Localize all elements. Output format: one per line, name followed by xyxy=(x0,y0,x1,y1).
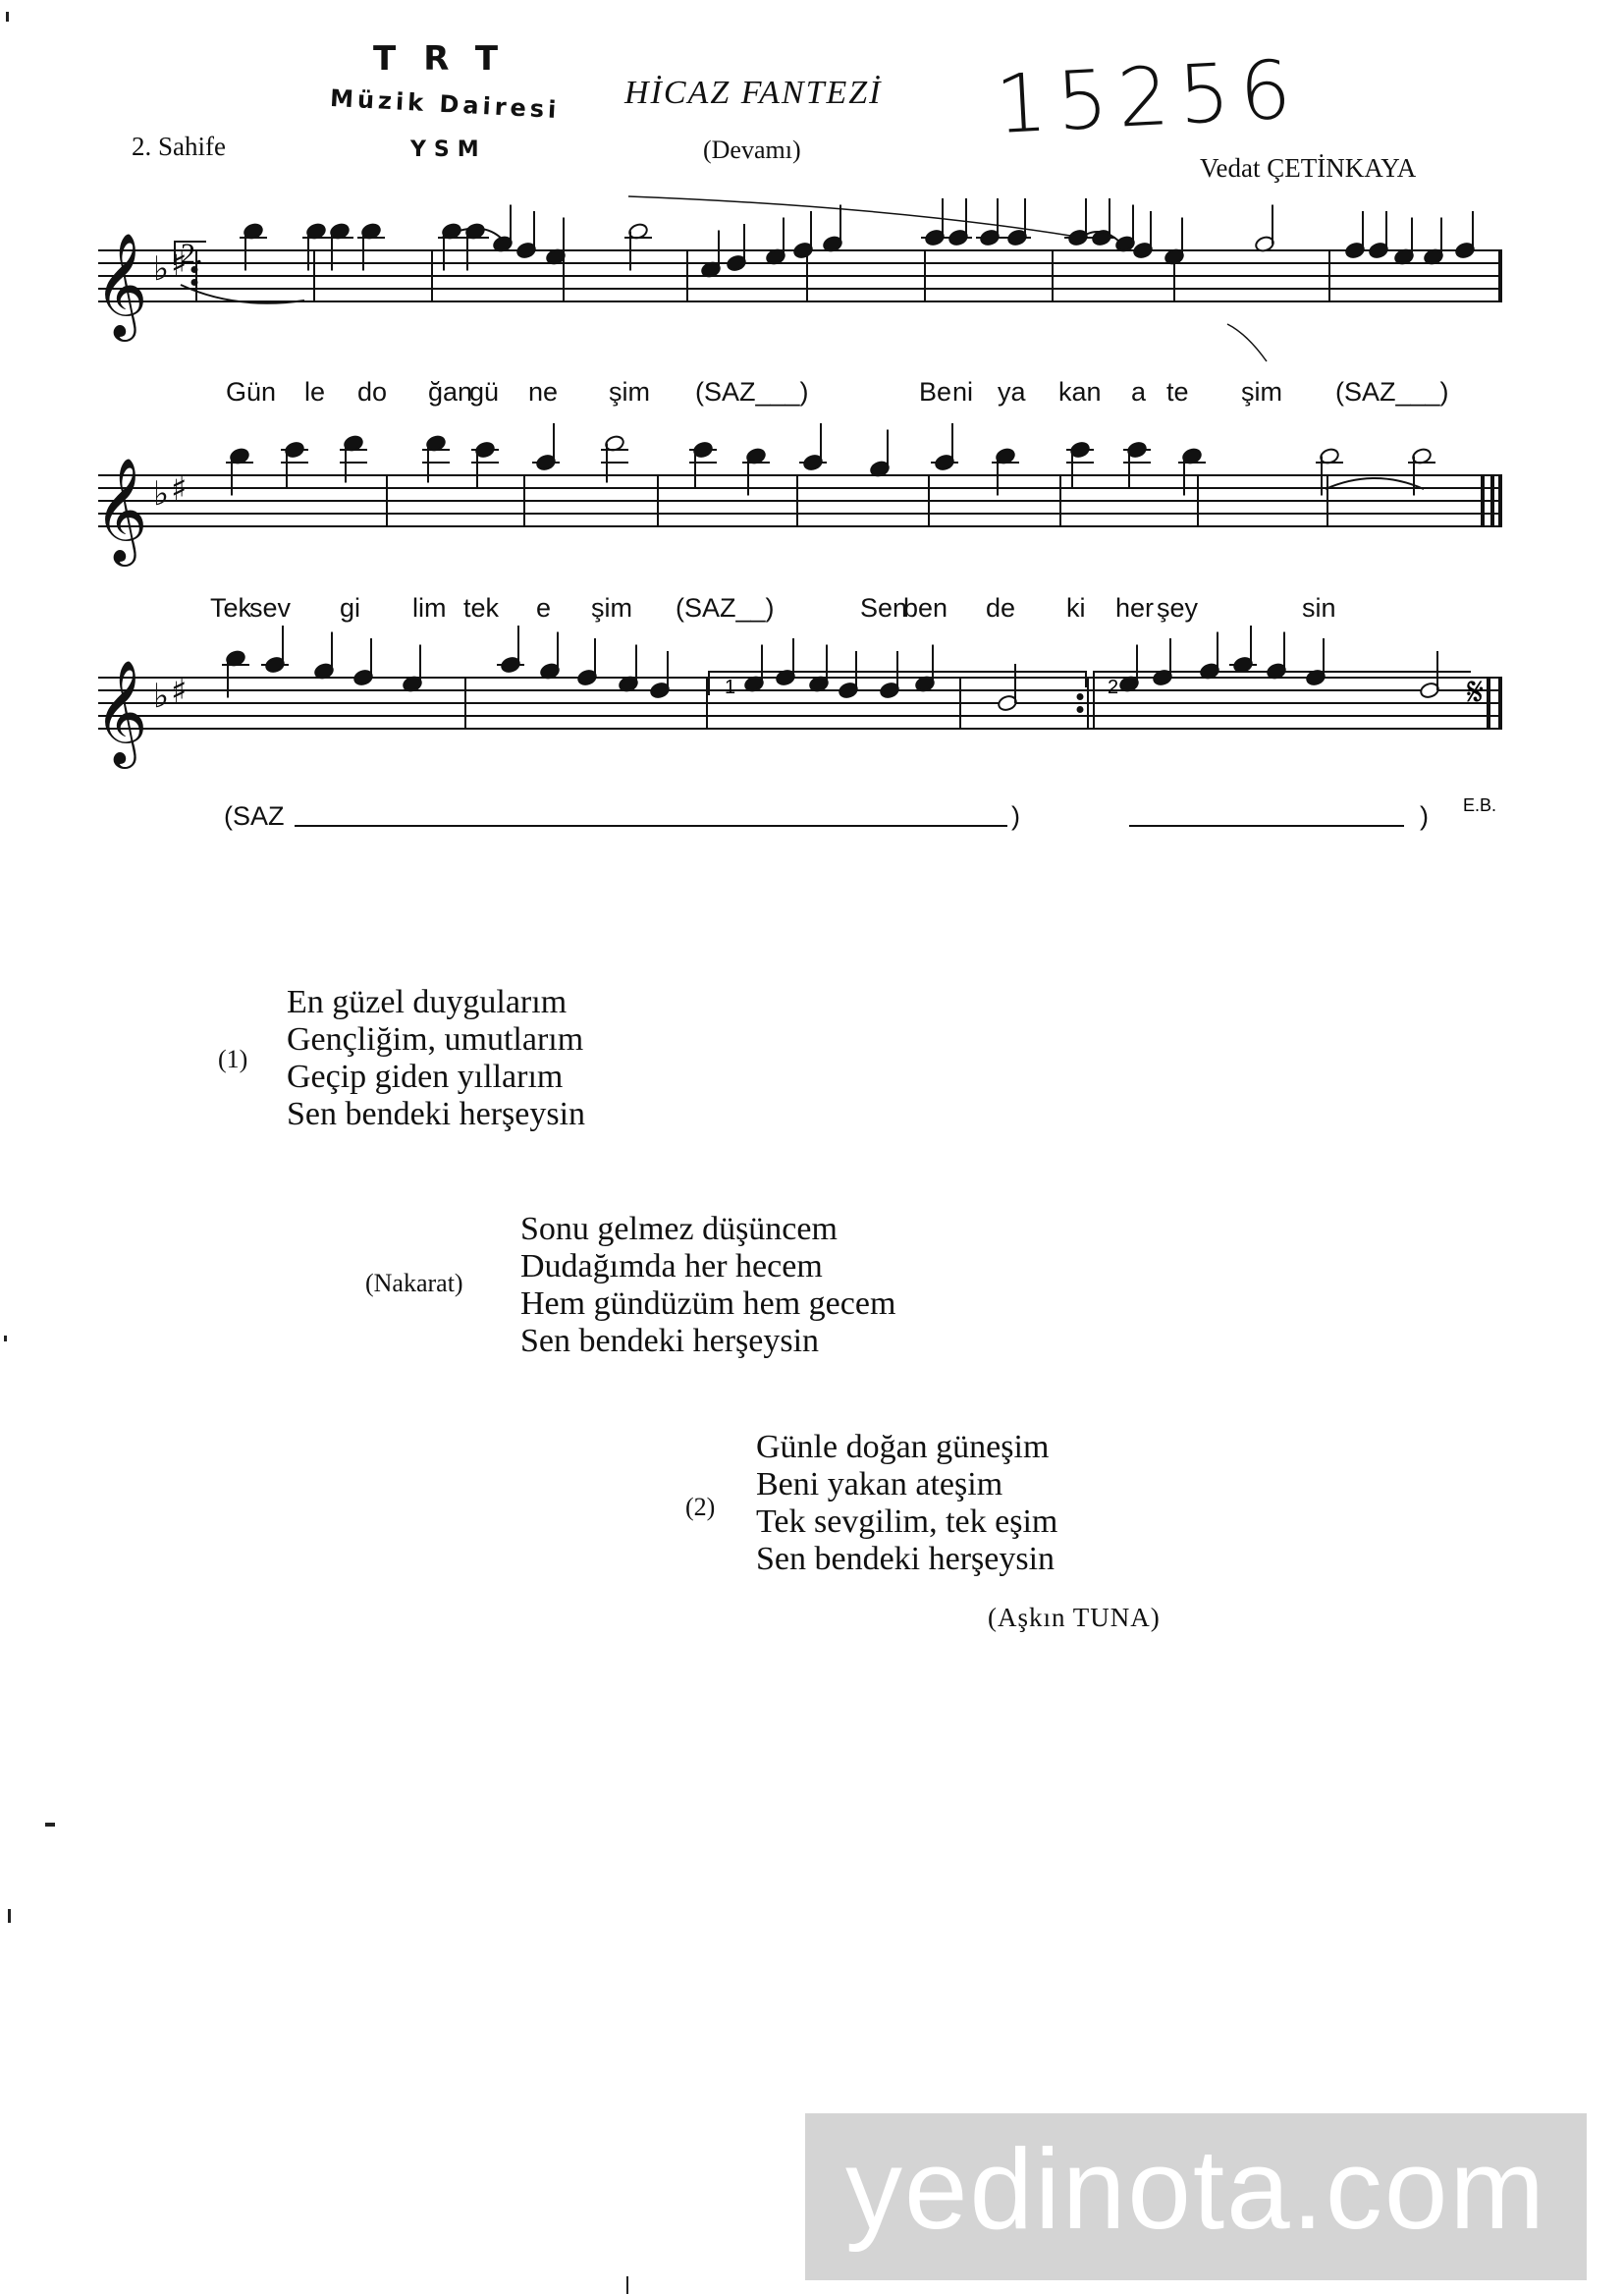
lyric-syllable: kan xyxy=(1058,377,1102,407)
verse-2 xyxy=(756,1429,1057,1578)
scan-speck xyxy=(45,1823,55,1827)
verse-line: Tek sevgilim, tek eşim xyxy=(756,1503,1058,1540)
lyric-syllable: gi xyxy=(340,593,361,623)
song-subtitle: (Devamı) xyxy=(703,136,801,164)
saz-line xyxy=(1129,825,1404,827)
segno-icon xyxy=(1467,670,1484,715)
verse-1 xyxy=(287,984,585,1133)
repeat-dot xyxy=(1077,707,1083,713)
verse-2-label: (2) xyxy=(685,1493,716,1521)
page-label: 2. Sahife xyxy=(132,132,226,161)
lyric-syllable: do xyxy=(357,377,388,407)
watermark-banner xyxy=(805,2113,1587,2280)
lyric-syllable: Sen xyxy=(860,593,908,623)
lyric-syllable: sin xyxy=(1302,593,1336,623)
verse-line: Sen bendeki herşeysin xyxy=(287,1096,586,1132)
verse-line: Gençliğim, umutlarım xyxy=(287,1021,584,1058)
repeat-dot xyxy=(191,280,197,286)
poet-name: (Aşkın TUNA) xyxy=(988,1603,1161,1632)
lyric-syllable: e xyxy=(536,593,552,623)
lyric-syllable: ) xyxy=(1420,801,1429,831)
flat-icon: ♭ xyxy=(153,249,170,289)
music-score xyxy=(0,0,1624,884)
verse-line: Sen bendeki herşeysin xyxy=(520,1323,820,1359)
repeat-dot xyxy=(1077,694,1083,700)
lyric-syllable: te xyxy=(1166,377,1189,407)
lyric-syllable: şim xyxy=(591,593,632,623)
svg-text:𝄋: 𝄋 xyxy=(1467,670,1485,715)
sharp-icon: ♯ xyxy=(171,245,188,284)
lyric-syllable: sev xyxy=(249,593,292,623)
flat-icon: ♭ xyxy=(153,677,170,716)
scan-speck xyxy=(626,2276,628,2294)
watermark-text: yedinota.com xyxy=(845,2125,1546,2253)
verse-line: En güzel duygularım xyxy=(287,984,568,1020)
flat-icon: ♭ xyxy=(153,474,170,514)
lyric-syllable: (SAZ__) xyxy=(676,593,775,623)
saz-line xyxy=(295,825,1007,827)
lyric-syllable: şim xyxy=(609,377,650,407)
verse-line: Dudağımda her hecem xyxy=(520,1248,823,1284)
scan-speck xyxy=(4,1336,7,1341)
volta-2-label: 2. xyxy=(181,238,203,270)
verse-line: Sen bendeki herşeysin xyxy=(756,1541,1056,1577)
lyric-syllable: de xyxy=(986,593,1016,623)
verse-1-label: (1) xyxy=(218,1045,248,1073)
lyric-syllable: (SAZ___) xyxy=(695,377,809,407)
scan-speck xyxy=(8,1909,11,1923)
catalog-number: 15256 xyxy=(993,42,1304,153)
verse-line: Sonu gelmez düşüncem xyxy=(520,1211,838,1247)
lyric-syllable: le xyxy=(304,377,326,407)
score-initials: E.B. xyxy=(1463,795,1497,815)
lyric-syllable: her xyxy=(1115,593,1155,623)
lyric-syllable: ni xyxy=(952,377,974,407)
lyric-syllable: ) xyxy=(1011,801,1020,831)
stamp-ysm: YSM xyxy=(410,137,487,162)
lyric-syllable: ki xyxy=(1066,593,1086,623)
lyric-syllable: (SAZ xyxy=(224,801,285,831)
ending-1-label: 1 xyxy=(725,677,736,698)
lyric-syllable: ne xyxy=(528,377,559,407)
verse-chorus-label: (Nakarat) xyxy=(365,1269,463,1297)
lyric-syllable: şim xyxy=(1241,377,1282,407)
treble-clef-icon: 𝄞 xyxy=(94,457,148,562)
lyric-syllable: ğan xyxy=(428,377,473,407)
verse-line: Beni yakan ateşim xyxy=(756,1466,1003,1502)
lyric-syllable: (SAZ___) xyxy=(1335,377,1449,407)
song-title: HİCAZ FANTEZİ xyxy=(624,75,883,111)
lyric-syllable: Tek xyxy=(210,593,252,623)
sharp-icon: ♯ xyxy=(171,469,188,509)
lyric-syllable: lim xyxy=(412,593,447,623)
treble-clef-icon: 𝄞 xyxy=(94,659,148,764)
lyric-syllable: ben xyxy=(903,593,948,623)
treble-clef-icon: 𝄞 xyxy=(94,232,148,337)
stamp-trt: TRT xyxy=(373,39,526,79)
lyric-syllable: Be xyxy=(919,377,952,407)
lyric-syllable: gü xyxy=(469,377,500,407)
stamp-department: Müzik Dairesi xyxy=(329,83,562,125)
scan-speck xyxy=(6,12,9,22)
lyric-syllable: ya xyxy=(998,377,1026,407)
verse-line: Geçip giden yıllarım xyxy=(287,1059,564,1095)
verse-line: Günle doğan güneşim xyxy=(756,1429,1050,1465)
verse-line: Hem gündüzüm hem gecem xyxy=(520,1285,896,1322)
lyric-syllable: şey xyxy=(1157,593,1199,623)
verse-chorus xyxy=(520,1211,895,1360)
lyric-syllable: a xyxy=(1131,377,1147,407)
lyric-syllable: tek xyxy=(463,593,500,623)
lyric-syllable: Gün xyxy=(226,377,277,407)
composer-name: Vedat ÇETİNKAYA xyxy=(1200,153,1417,183)
sharp-icon: ♯ xyxy=(171,672,188,711)
ending-2-label: 2 xyxy=(1108,677,1119,698)
